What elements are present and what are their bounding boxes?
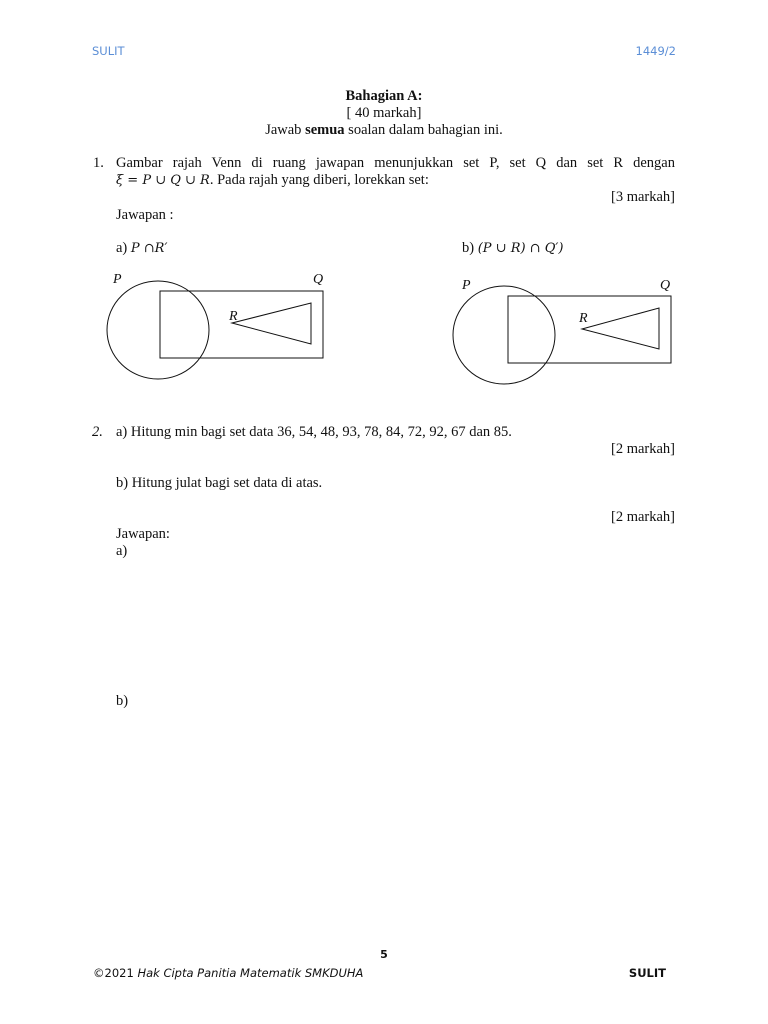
set-q-rectangle [160, 291, 323, 358]
q1-marks: [3 markah] [610, 189, 675, 205]
label-q: Q [660, 278, 671, 293]
section-marks: [ 40 markah] [346, 105, 422, 121]
set-r-triangle [582, 308, 659, 349]
label-q: Q [313, 272, 324, 287]
q2-answer-b: b) [116, 693, 129, 709]
q1a-label [116, 240, 167, 257]
set-r-triangle [232, 303, 311, 344]
q2a-text: a) Hitung min bagi set data 36, 54, 48, 93, 78, 84, 72, 92, 67 dan 85. [116, 424, 512, 440]
q2b-text: b) Hitung julat bagi set data di atas. [116, 475, 323, 491]
page-number: 5 [380, 948, 388, 961]
instruction-pre: Jawab [265, 122, 306, 138]
label-p: P [113, 272, 122, 287]
venn-diagram-b[interactable] [445, 265, 685, 390]
q2-number: 2. [92, 424, 103, 440]
q1b-expression: (P ∪ R) ∩ Q′) [477, 241, 564, 256]
q1b-label [462, 240, 563, 257]
copyright-symbol: ©2021 [93, 966, 138, 980]
q2-answer-label: Jawapan: [116, 526, 170, 542]
venn-diagram-a[interactable] [95, 260, 335, 385]
q2a-marks: [2 markah] [610, 441, 675, 457]
q1a-prefix: a) [116, 240, 131, 256]
footer-copyright [93, 966, 363, 980]
q1-number: 1. [93, 155, 104, 171]
set-q-rectangle [508, 296, 671, 363]
instruction-post: soalan dalam bahagian ini. [344, 122, 503, 138]
q2-answer-a: a) [116, 543, 128, 559]
section-title: Bahagian A: [345, 88, 423, 104]
q1b-prefix: b) [462, 240, 478, 256]
q1-line1: Gambar rajah Venn di ruang jawapan menunjukkan set P, set Q dan set R dengan [116, 155, 675, 171]
label-p: P [462, 278, 471, 293]
label-r: R [229, 309, 238, 324]
copyright-text: Hak Cipta Panitia Matematik SMKDUHA [137, 966, 364, 980]
section-instruction [0, 122, 768, 139]
header-right: 1449/2 [635, 44, 676, 58]
xi-expression: ξ = P ∪ Q ∪ R [116, 173, 210, 188]
q1a-expression: P ∩R′ [130, 241, 168, 256]
q1-answer-label: Jawapan : [116, 207, 174, 223]
label-r: R [579, 311, 588, 326]
instruction-bold: semua [305, 122, 345, 138]
q1-line2 [116, 172, 429, 189]
footer-right: SULIT [628, 966, 666, 980]
set-p-circle [453, 286, 555, 384]
header-left: SULIT [92, 44, 125, 58]
q1-line2-rest: . Pada rajah yang diberi, lorekkan set: [209, 172, 429, 188]
set-p-circle [107, 281, 209, 379]
q2b-marks: [2 markah] [610, 509, 675, 525]
